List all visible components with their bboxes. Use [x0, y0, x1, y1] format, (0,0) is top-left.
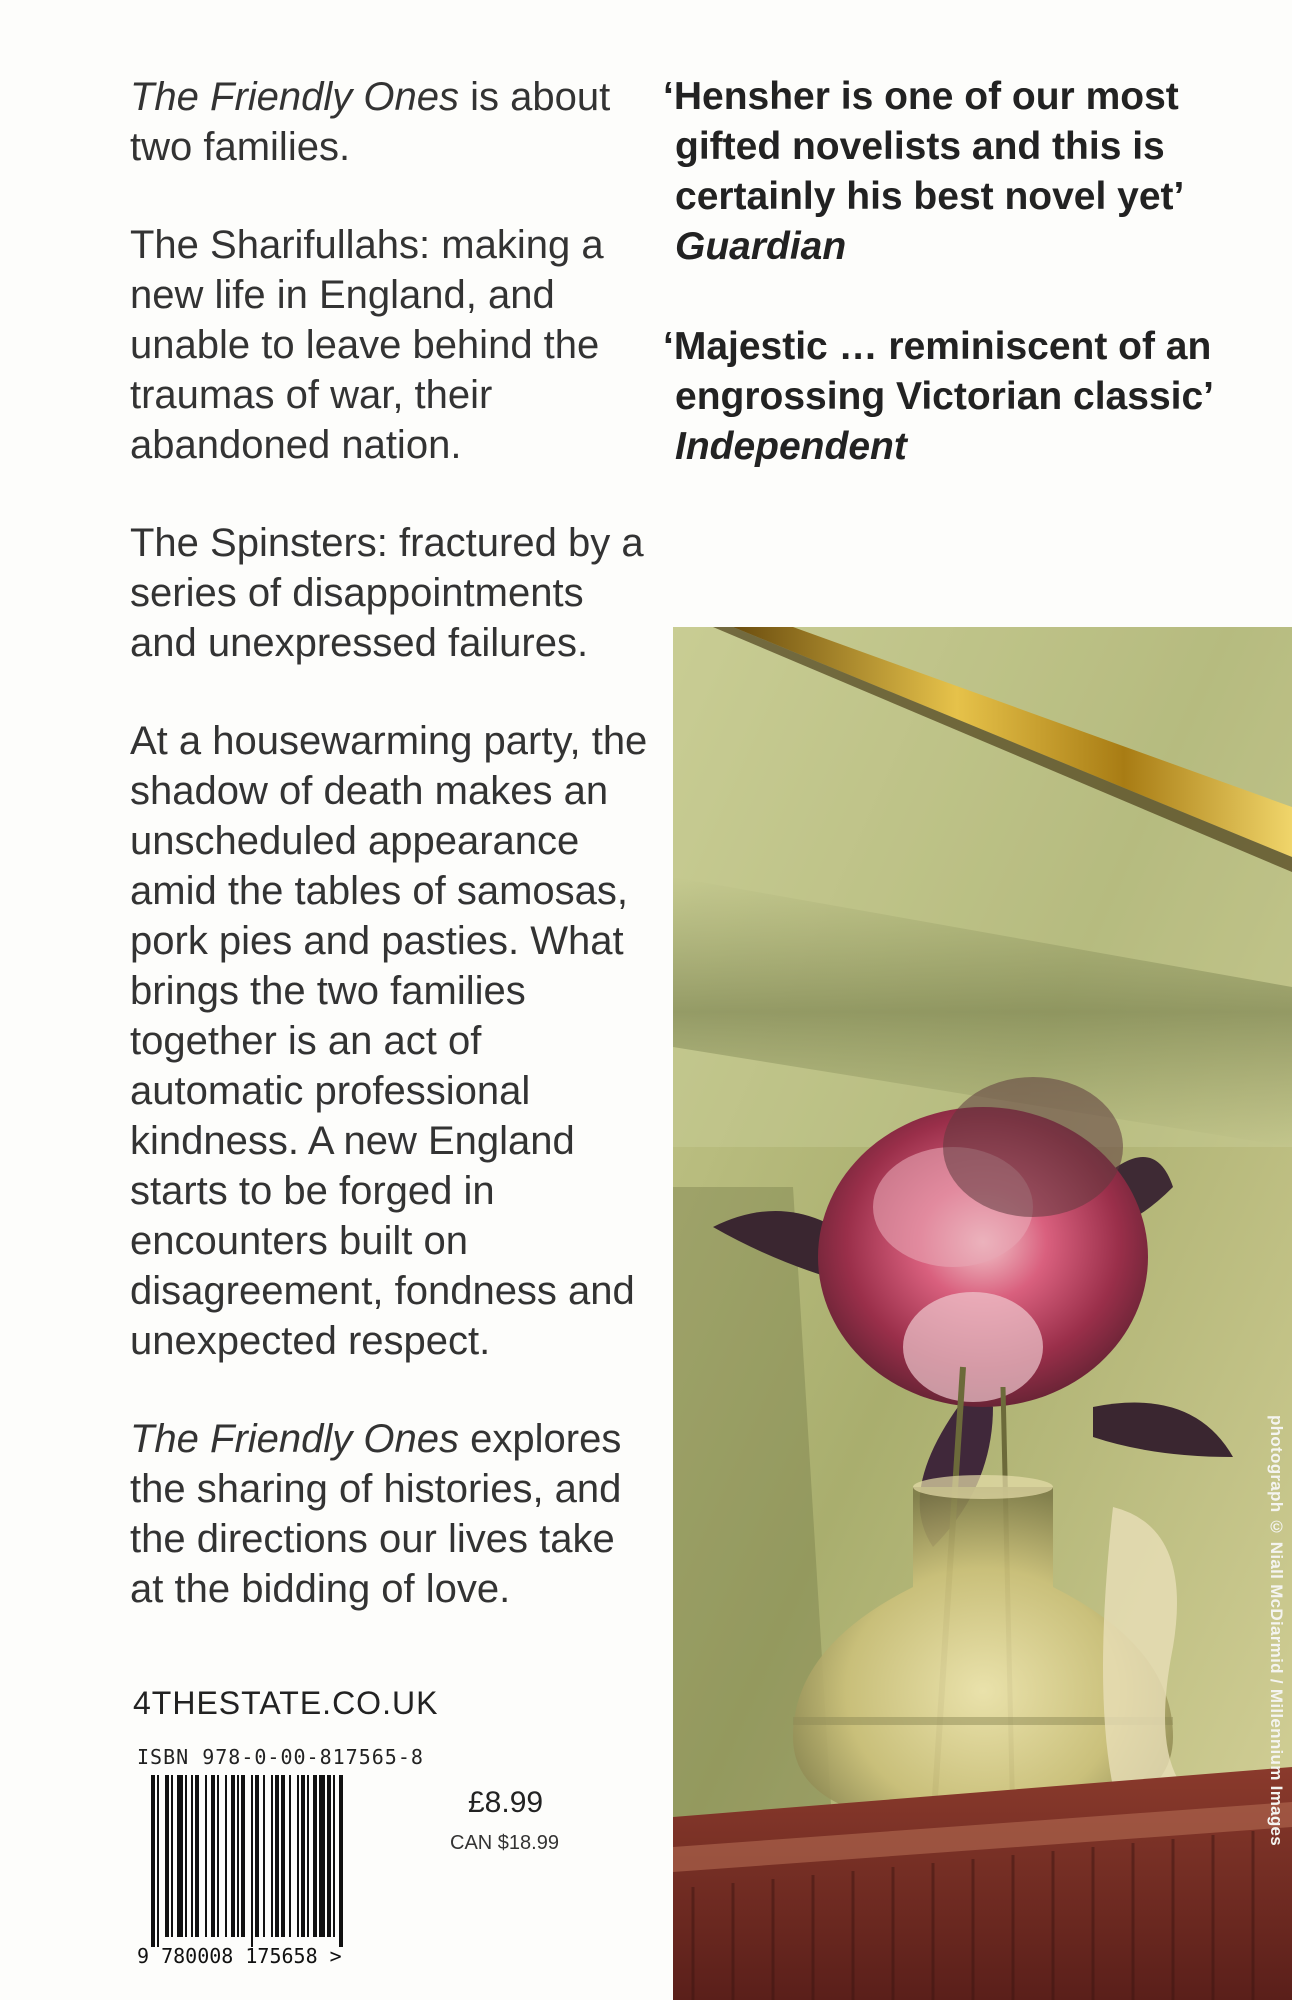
blurb-paragraph-5 [130, 1414, 650, 1614]
blurb-paragraph-3: The Spinsters: fractured by a series of disappointments and unexpressed failures. [130, 521, 644, 665]
book-title: The Friendly Ones [130, 1417, 460, 1461]
blurb-text [130, 72, 650, 1662]
price-can: CAN $18.99 [450, 1832, 559, 1854]
blurb-paragraph-1 [130, 72, 650, 172]
flower-vase-image [673, 627, 1292, 2000]
review-quotes [663, 72, 1283, 522]
isbn-number: ISBN 978-0-00-817565-8 [137, 1745, 424, 1769]
barcode-digits: 9 780008 175658 > [137, 1944, 342, 1968]
quote-line: ‘Hensher is one of our most [663, 75, 1179, 118]
review-quote-2 [663, 322, 1283, 472]
quote-line: engrossing Victorian classic’ [675, 375, 1214, 418]
blurb-paragraph-4: At a housewarming party, the shadow of death makes an unscheduled appearance amid the tables of samosas, pork pies and pasties. What brings the two families together is an act of automatic professional kindness. A new England starts to be forged in encounters built on disagreement, fondness and unexpected respect. [130, 719, 648, 1363]
quote-source: Guardian [675, 225, 847, 268]
quote-source: Independent [675, 425, 907, 468]
quote-line: certainly his best novel yet’ [675, 175, 1185, 218]
cover-photograph [673, 627, 1292, 2000]
blurb-paragraph-2: The Sharifullahs: making a new life in England, and unable to leave behind the traumas of war, their abandoned nation. [130, 223, 604, 467]
quote-line: ‘Majestic … reminiscent of an [663, 325, 1212, 368]
barcode-icon [137, 1775, 442, 1970]
review-quote-1 [663, 72, 1283, 272]
price-gbp: £8.99 [468, 1786, 544, 1819]
photo-credit: photograph © Niall McDiarmid / Millennium Images [1267, 1415, 1286, 1847]
publisher-website: 4THESTATE.CO.UK [133, 1685, 439, 1721]
quote-line: gifted novelists and this is [675, 125, 1165, 168]
blurb-p5-text: explores the sharing of histories, and the directions our lives take at the bidding of love. [130, 1417, 622, 1611]
book-title: The Friendly Ones [130, 75, 460, 119]
blurb-p1-text: is about two families. [130, 75, 611, 169]
